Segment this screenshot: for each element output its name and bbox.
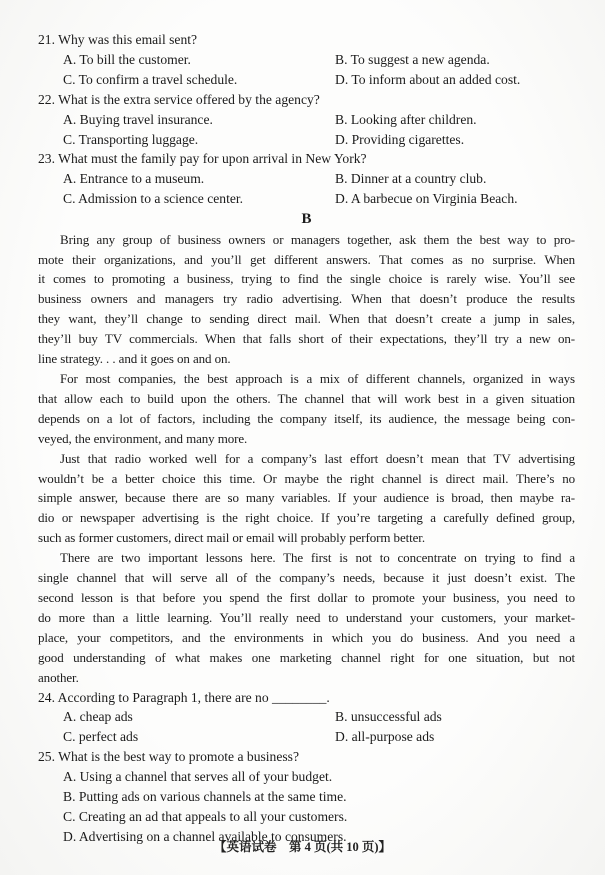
passage-line: Bring any group of business owners or managers together, ask them the best way to pro- [60, 231, 575, 247]
passage-line: good understanding of what makes one marketing channel right for one situation, but not [38, 649, 575, 665]
passage-line: simple answer, because there are so many variables. If your audience is broad, then maybe ra- [38, 490, 575, 506]
passage-paragraph-2 [38, 369, 575, 449]
passage-line: For most companies, the best approach is a mix of different channels, organized in ways [60, 371, 575, 386]
passage-line: There are two important lessons here. The first is not to concentrate on trying to find a [60, 550, 575, 566]
question-24-options-cd [38, 727, 575, 747]
question-21-stem: 21. Why was this email sent? [38, 32, 198, 47]
question-23-options-ab [38, 169, 575, 189]
question-24-stem: 24. According to Paragraph 1, there are no ________. [38, 689, 330, 705]
question-22-option-d: D. Providing cigarettes. [335, 131, 465, 147]
question-22-stem: 22. What is the extra service offered by the agency? [38, 91, 320, 107]
question-21-option-a: A. To bill the customer. [63, 51, 191, 67]
question-24-option-a: A. cheap ads [63, 709, 133, 725]
question-23-option-a: A. Entrance to a museum. [63, 171, 205, 187]
question-21-option-b: B. To suggest a new agenda. [335, 51, 490, 67]
exam-content [38, 30, 575, 847]
question-24-option-c: C. perfect ads [63, 729, 139, 745]
passage-paragraph-1 [38, 230, 575, 369]
section-b-heading: B [301, 211, 312, 228]
passage-line: business owners and managers try radio advertising. When that doesn’t produce the results [38, 291, 575, 307]
passage-paragraph-3 [38, 449, 575, 549]
question-23-option-b: B. Dinner at a country club. [335, 171, 487, 187]
question-25-option-a: A. Using a channel that serves all of your budget. [63, 769, 333, 785]
passage-line: wouldn’t be a better choice this time. Or maybe the right channel is direct mail. There’s no [38, 470, 575, 486]
passage-line: do more than a little learning. You’ll really need to understand your customers, your market- [38, 609, 575, 625]
question-21-options-ab [38, 50, 575, 70]
question-25-option-d: D. Advertising on a channel available to consumers. [63, 828, 347, 844]
page-footer: 【英语试卷 第 4 页(共 10 页)】 [213, 840, 392, 854]
passage-line: that allow each to build upon the others. The channel that will work best in a given situation [38, 390, 575, 406]
question-23-option-d: D. A barbecue on Virginia Beach. [335, 191, 518, 207]
passage-line: depends on a lot of factors, including the company itself, its audience, the message being con- [38, 410, 575, 426]
question-24-option-d: D. all-purpose ads [335, 729, 435, 745]
question-22-options-cd [38, 130, 575, 150]
passage-line: they want, they’ll change to sending direct mail. When that doesn’t create a jump in sales, [38, 311, 575, 327]
question-23-options-cd [38, 189, 575, 209]
question-22-option-a: A. Buying travel insurance. [63, 111, 213, 127]
passage-line: such as former customers, direct mail or email will probably perform better. [38, 530, 425, 546]
question-25-option-c: C. Creating an ad that appeals to all your customers. [63, 808, 348, 824]
passage-line: Just that radio worked well for a company’s last effort doesn’t mean that TV advertising [60, 450, 575, 466]
passage-line: another. [38, 669, 79, 685]
question-25-option-b: B. Putting ads on various channels at the same time. [63, 789, 347, 805]
passage-paragraph-4 [38, 548, 575, 687]
question-21-options-cd [38, 70, 575, 90]
passage-line: line strategy. . . and it goes on and on. [38, 351, 231, 367]
question-23-option-c: C. Admission to a science center. [63, 191, 244, 207]
question-22-options-ab [38, 110, 575, 130]
question-24-options-ab [38, 707, 575, 727]
passage-line: they’ll buy TV commercials. When that falls short of their expectations, they’ll try a new on- [38, 331, 575, 347]
passage-line: veyed, the environment, and many more. [38, 430, 248, 446]
question-21-option-c: C. To confirm a travel schedule. [63, 71, 238, 87]
passage-line: dio or newspaper advertising is the right choice. If you’re targeting a carefully defined group, [38, 510, 575, 526]
question-21-option-d: D. To inform about an added cost. [335, 71, 521, 87]
passage-line: place, your competitors, and the environments in which you do business. And you need a [38, 629, 575, 645]
question-25-stem: 25. What is the best way to promote a business? [38, 749, 300, 765]
passage-line: single channel that will serve all of the company’s needs, because it just doesn’t exist. The [38, 570, 575, 586]
passage-line: it comes to promoting a business, trying to find the single choice is rarely wise. You’ll see [38, 271, 575, 287]
question-23-stem: 23. What must the family pay for upon arrival in New York? [38, 151, 367, 167]
question-22-option-b: B. Looking after children. [335, 111, 477, 127]
passage-line: second lesson is that before you spend the first dollar to promote your business, you need to [38, 589, 575, 605]
question-22-option-c: C. Transporting luggage. [63, 131, 199, 147]
passage-line: mote their organizations, and you’ll get different answers. That comes as no surprise. When [38, 251, 575, 267]
question-24-option-b: B. unsuccessful ads [335, 709, 442, 725]
